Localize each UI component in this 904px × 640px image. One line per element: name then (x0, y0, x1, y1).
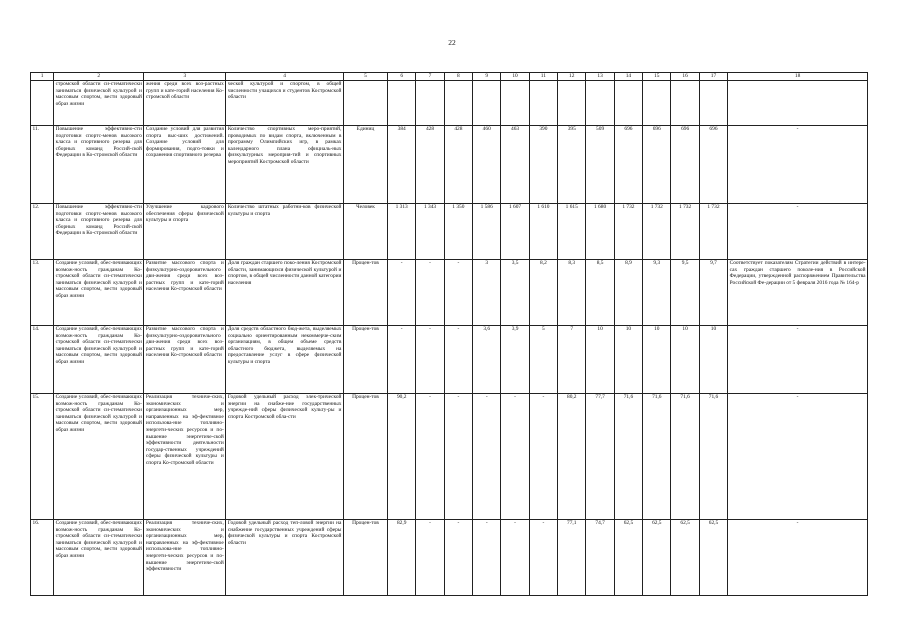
table-row (31, 260, 868, 326)
table-cell-col-13: 1 680 (586, 204, 614, 260)
table-cell-col-10: - (501, 520, 529, 596)
table-cell-col-18: - (728, 394, 868, 520)
column-number-13: 13 (586, 73, 614, 81)
table-cell-col-13: 77,7 (586, 394, 614, 520)
table-cell-col-17 (699, 81, 727, 126)
table-cell-col-4: Количество штатных работни-ков физической культуры и спорта (226, 204, 344, 260)
table-cell-col-10: 3,9 (501, 326, 529, 394)
table-cell-col-3: Реализация техниче-ских, экономических и организационных мер, направленных на эф-фективное использова-ние топливно-энергети-ческих ресурсов и по-вышение энергетиче-ской эффективности деятельности государ-ственных учреждений сферы физической культуры и спорта Ко-стромской области (144, 394, 226, 520)
table-cell-col-1: 12. (31, 204, 54, 260)
table-cell-col-5 (343, 81, 387, 126)
table-cell-col-7: - (416, 260, 444, 326)
table-cell-col-6 (388, 81, 416, 126)
column-number-18: 18 (728, 73, 868, 81)
table-cell-col-10 (501, 81, 529, 126)
table-cell-col-7 (416, 81, 444, 126)
table-cell-col-3: Улучшение кадрового обеспечения сферы физической культуры и спорта (144, 204, 226, 260)
table-cell-col-12: 395 (558, 126, 586, 204)
table-cell-col-5: Процен-тов (343, 326, 387, 394)
table-cell-col-1: 16. (31, 520, 54, 596)
table-cell-col-4: Доля средств областного бюд-жета, выделяемых социально ориентированным некоммерче-ским организациям, в общем объеме средств областного бюджета, выделяемых на предоставление услуг в сфере физической культуры и спорта (226, 326, 344, 394)
table-cell-col-3: Развитие массового спорта и физкультурно-оздоровительного дви-жения среди всех воз-растных групп и кате-горий населения Ко-стромской области (144, 326, 226, 394)
table-cell-col-1: 14. (31, 326, 54, 394)
table-cell-col-2: стромской области си-стематически заниматься физической культурой и массовым спортом, вести здоровый образ жизни (54, 81, 144, 126)
table-cell-col-13: 8,5 (586, 260, 614, 326)
table-cell-col-4: Годовой удельный расход теп-ловой энергии на снабжение государственных учреждений сферы физической культуры и спорта Костромской области (226, 520, 344, 596)
table-cell-col-2: Создание условий, обес-печивающих возмож-ность гражданам Ко-стромской области си-стематически заниматься физической культурой и массовым спортом, вести здоровый образ жизни (54, 326, 144, 394)
table-cell-col-6: 90,2 (388, 394, 416, 520)
column-number-14: 14 (614, 73, 642, 81)
table-cell-col-7: 428 (416, 126, 444, 204)
table-cell-col-16: 696 (671, 126, 699, 204)
column-number-16: 16 (671, 73, 699, 81)
table-cell-col-8: 1 350 (444, 204, 472, 260)
table-cell-col-6: - (388, 326, 416, 394)
table-cell-col-14: 62,5 (614, 520, 642, 596)
page-number: 22 (448, 38, 456, 47)
table-cell-col-13: 74,7 (586, 520, 614, 596)
table-cell-col-6: 384 (388, 126, 416, 204)
table-cell-col-4: ческой культурой и спортом, в общей численности учащихся и студентов Костромской области (226, 81, 344, 126)
table-cell-col-16 (671, 81, 699, 126)
column-number-11: 11 (529, 73, 557, 81)
column-number-12: 12 (558, 73, 586, 81)
table-cell-col-6: - (388, 260, 416, 326)
table-cell-col-7: - (416, 394, 444, 520)
table-cell-col-15: 10 (643, 326, 671, 394)
table-cell-col-9: 3 (473, 260, 501, 326)
table-cell-col-7: 1 343 (416, 204, 444, 260)
table-row (31, 394, 868, 520)
column-number-5: 5 (343, 73, 387, 81)
table-cell-col-12: 80,2 (558, 394, 586, 520)
table-cell-col-18: - (728, 326, 868, 394)
table-cell-col-11: 8,2 (529, 260, 557, 326)
table-cell-col-3: жения среди всех воз-растных групп и кате-горий населения Ко-стромской области (144, 81, 226, 126)
table-cell-col-9: 3,6 (473, 326, 501, 394)
column-number-1: 1 (31, 73, 54, 81)
table-cell-col-17: 696 (699, 126, 727, 204)
table-cell-col-15: 9,3 (643, 260, 671, 326)
table-cell-col-3: Создание условий для развития спорта выс-ших достижений. Создание условий для формирования, подго-товки и сохранения спортивного резерва (144, 126, 226, 204)
table-cell-col-1: 11. (31, 126, 54, 204)
table-cell-col-4: Количество спортивных меро-приятий, проводимых по видам спорта, включенным в программу Олимпийских игр, в рамках календарного плана официаль-ных физкультурных мероприя-тий и спортивных мероприятий Костромской области (226, 126, 344, 204)
table-cell-col-5: Процен-тов (343, 260, 387, 326)
table-cell-col-5: Процен-тов (343, 520, 387, 596)
table-cell-col-10: - (501, 394, 529, 520)
column-number-9: 9 (473, 73, 501, 81)
table-cell-col-17: 62,5 (699, 520, 727, 596)
table-cell-col-9 (473, 81, 501, 126)
table-cell-col-16: 9,5 (671, 260, 699, 326)
table-cell-col-17: 10 (699, 326, 727, 394)
table-cell-col-9: - (473, 394, 501, 520)
table-cell-col-16: 10 (671, 326, 699, 394)
table-cell-col-11: - (529, 394, 557, 520)
column-number-6: 6 (388, 73, 416, 81)
table-cell-col-10: 1 607 (501, 204, 529, 260)
table-cell-col-1: 13. (31, 260, 54, 326)
table-cell-col-9: - (473, 520, 501, 596)
table-cell-col-7: - (416, 326, 444, 394)
table-cell-col-12 (558, 81, 586, 126)
table-cell-col-11: 1 610 (529, 204, 557, 260)
table-cell-col-17: 1 732 (699, 204, 727, 260)
column-number-15: 15 (643, 73, 671, 81)
table-cell-col-2: Повышение эффективно-сти подготовки спортс-менов высокого класса и спортивного резерва для сборных команд Россий-ской Федерации в Ко-стромской области (54, 126, 144, 204)
table-cell-col-17: 71,6 (699, 394, 727, 520)
table-cell-col-18: - (728, 520, 868, 596)
table-cell-col-5: Процен-тов (343, 394, 387, 520)
table-cell-col-18: Соответствует показателям Стратегии действий в интере-сах граждан старшего поколе-ния в Российской Федерации, утвержденной распоряжением Правительства Российской Фе-дерации от 5 февраля 2016 года № 164-р (728, 260, 868, 326)
table-cell-col-5: Единиц (343, 126, 387, 204)
table-cell-col-16: 71,6 (671, 394, 699, 520)
table-cell-col-9: 1 586 (473, 204, 501, 260)
table-cell-col-13: 10 (586, 326, 614, 394)
table-row (31, 126, 868, 204)
table-cell-col-18: - (728, 204, 868, 260)
table-cell-col-13: 509 (586, 126, 614, 204)
table-cell-col-12: 7 (558, 326, 586, 394)
table-header-row (31, 73, 868, 81)
table-cell-col-3: Развитие массового спорта и физкультурно-оздоровительного дви-жения среди всех воз-растных групп и кате-горий населения Ко-стромской области (144, 260, 226, 326)
table-cell-col-11: - (529, 520, 557, 596)
table-cell-col-15: 1 732 (643, 204, 671, 260)
table-cell-col-14: 8,9 (614, 260, 642, 326)
table-cell-col-9: 460 (473, 126, 501, 204)
table-cell-col-8: 428 (444, 126, 472, 204)
table-cell-col-2: Создание условий, обес-печивающих возмож-ность гражданам Ко-стромской области си-стематически заниматься физической культурой и массовым спортом, вести здоровый образ жизни (54, 520, 144, 596)
table-cell-col-2: Повышение эффективно-сти подготовки спортс-менов высокого класса и спортивного резерва для сборных команд Россий-ской Федерации в Ко-стромской области (54, 204, 144, 260)
table-cell-col-18 (728, 81, 868, 126)
table-cell-col-2: Создание условий, обес-печивающих возмож-ность гражданам Ко-стромской области си-стематически заниматься физической культурой и массовым спортом, вести здоровый образ жизни (54, 394, 144, 520)
table-cell-col-11: 390 (529, 126, 557, 204)
column-number-7: 7 (416, 73, 444, 81)
column-number-17: 17 (699, 73, 727, 81)
table-cell-col-4: Годовой удельный расход элек-трической энергии на снабже-ние государственных учрежде-ний сферы физической культу-ры и спорта Костромской обла-сти (226, 394, 344, 520)
table-cell-col-8: - (444, 326, 472, 394)
table-cell-col-3: Реализация техниче-ских, экономических и организационных мер, направленных на эф-фективное использова-ние топливно-энергети-ческих ресурсов и по-вышение энергетиче-ской эффективности (144, 520, 226, 596)
table-cell-col-4: Доля граждан старшего поко-ления Костромской области, занимающихся физической культурой и спортом, в общей численности данной категории населения (226, 260, 344, 326)
table-cell-col-14: 1 732 (614, 204, 642, 260)
column-number-8: 8 (444, 73, 472, 81)
table-cell-col-10: 3,5 (501, 260, 529, 326)
table-cell-col-2: Создание условий, обес-печивающих возмож-ность гражданам Ко-стромской области си-стематически заниматься физической культурой и массовым спортом, вести здоровый образ жизни (54, 260, 144, 326)
table-cell-col-8 (444, 81, 472, 126)
table-cell-col-8: - (444, 520, 472, 596)
table-cell-col-7: - (416, 520, 444, 596)
table-cell-col-14: 696 (614, 126, 642, 204)
indicators-table (30, 72, 868, 596)
table-cell-col-5: Человек (343, 204, 387, 260)
table-cell-col-1: 15. (31, 394, 54, 520)
table-row (31, 326, 868, 394)
table-row (31, 204, 868, 260)
table-cell-col-18: - (728, 126, 868, 204)
table-cell-col-13 (586, 81, 614, 126)
table-row (31, 81, 868, 126)
table-cell-col-6: 1 313 (388, 204, 416, 260)
table-cell-col-11 (529, 81, 557, 126)
table-row (31, 520, 868, 596)
column-number-10: 10 (501, 73, 529, 81)
table-cell-col-14: 10 (614, 326, 642, 394)
table-cell-col-8: - (444, 260, 472, 326)
column-number-2: 2 (54, 73, 144, 81)
table-cell-col-1 (31, 81, 54, 126)
table-cell-col-8: - (444, 394, 472, 520)
table-cell-col-16: 62,5 (671, 520, 699, 596)
table-cell-col-12: 8,3 (558, 260, 586, 326)
table-cell-col-14 (614, 81, 642, 126)
table-cell-col-11: 5 (529, 326, 557, 394)
table-cell-col-6: 82,9 (388, 520, 416, 596)
table-cell-col-15 (643, 81, 671, 126)
table-cell-col-15: 71,6 (643, 394, 671, 520)
table-cell-col-15: 62,5 (643, 520, 671, 596)
table-cell-col-14: 71,6 (614, 394, 642, 520)
table-cell-col-12: 1 615 (558, 204, 586, 260)
table-cell-col-15: 696 (643, 126, 671, 204)
table-cell-col-10: 463 (501, 126, 529, 204)
column-number-4: 4 (226, 73, 344, 81)
table-cell-col-16: 1 732 (671, 204, 699, 260)
table-cell-col-17: 9,7 (699, 260, 727, 326)
table-cell-col-12: 77,1 (558, 520, 586, 596)
column-number-3: 3 (144, 73, 226, 81)
